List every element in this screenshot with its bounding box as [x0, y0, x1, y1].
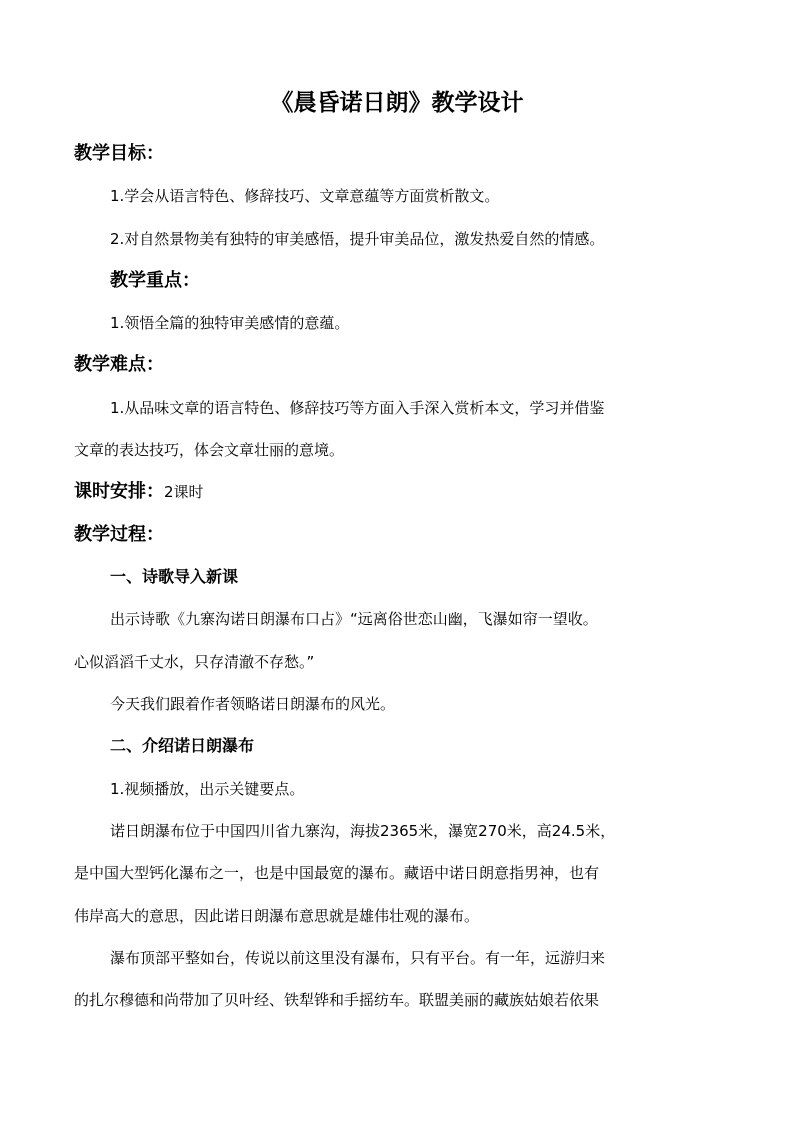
schedule-value: 2课时 — [164, 483, 204, 501]
schedule-label: 课时安排： — [74, 481, 164, 502]
section-1-line-2: 心似滔滔千丈水，只存清澈不存愁。” — [74, 653, 315, 671]
difficulty-line-1: 1.从品味文章的语言特色、修辞技巧等方面入手深入赏析本文，学习并借鉴 — [110, 399, 605, 417]
goals-heading: 教学目标： — [74, 143, 164, 164]
section-2-line-2: 诺日朗瀑布位于中国四川省九寨沟，海拔2365米，瀑宽270米，高24.5米， — [110, 822, 616, 840]
section-1-line-1: 出示诗歌《九寨沟诺日朗瀑布口占》“远离俗世恋山幽，飞瀑如帘一望收。 — [110, 610, 598, 628]
focus-item-1: 1.领悟全篇的独特审美感情的意蕴。 — [110, 314, 350, 332]
section-2-line-3: 是中国大型钙化瀑布之一，也是中国最宽的瀑布。藏语中诺日朗意指男神，也有 — [74, 864, 600, 882]
process-heading: 教学过程： — [74, 524, 164, 545]
section-2-line-5: 瀑布顶部平整如台，传说以前这里没有瀑布，只有平台。有一年，远游归来 — [110, 949, 606, 967]
section-1-line-3: 今天我们跟着作者领略诺日朗瀑布的风光。 — [110, 695, 396, 713]
goal-item-2: 2.对自然景物美有独特的审美感悟，提升审美品位，激发热爱自然的情感。 — [110, 230, 605, 248]
section-2-title: 二、介绍诺日朗瀑布 — [110, 736, 255, 755]
difficulty-line-2: 文章的表达技巧，体会文章壮丽的意境。 — [74, 441, 345, 459]
document-title: 《晨昏诺日朗》教学设计 — [270, 90, 524, 116]
focus-heading: 教学重点： — [110, 270, 200, 291]
goal-item-1: 1.学会从语言特色、修辞技巧、文章意蕴等方面赏析散文。 — [110, 187, 500, 205]
section-2-line-1: 1.视频播放，出示关键要点。 — [110, 780, 305, 798]
section-2-line-6: 的扎尔穆德和尚带加了贝叶经、铁犁铧和手摇纺车。联盟美丽的藏族姑娘若依果 — [74, 991, 600, 1009]
schedule-heading — [74, 478, 204, 506]
difficulty-heading: 教学难点： — [74, 354, 164, 375]
section-1-title: 一、诗歌导入新课 — [110, 567, 239, 586]
section-2-line-4: 伟岸高大的意思，因此诺日朗瀑布意思就是雄伟壮观的瀑布。 — [74, 907, 480, 925]
